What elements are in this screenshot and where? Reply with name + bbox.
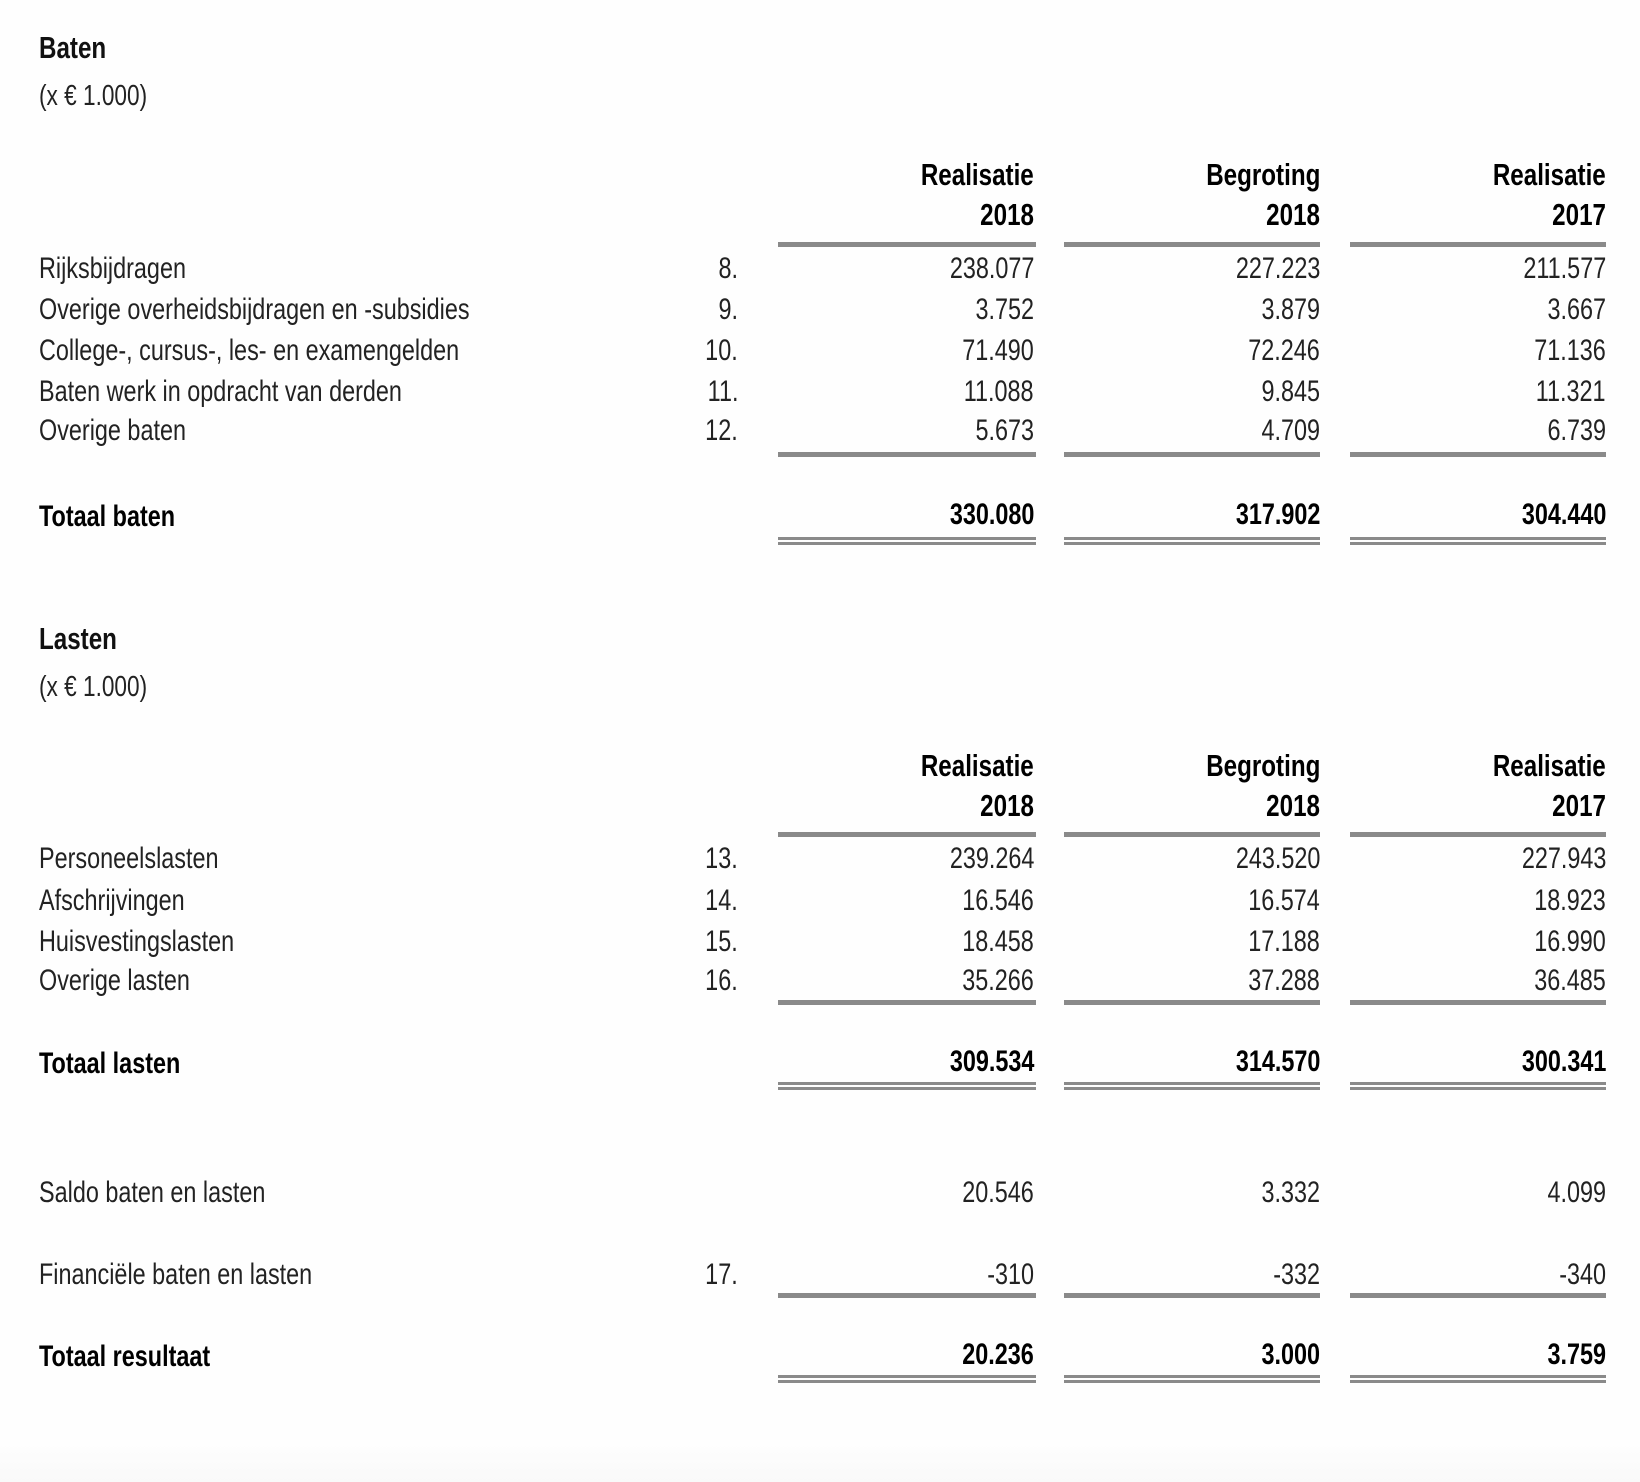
row-note: 14. — [705, 884, 738, 917]
row-value: -332 — [1273, 1258, 1320, 1291]
row-note: 15. — [705, 925, 738, 958]
total-label: Totaal resultaat — [39, 1340, 211, 1373]
subtotal-rule — [1064, 1000, 1320, 1005]
row-value: 9.845 — [1261, 375, 1320, 408]
row-value: 35.266 — [962, 964, 1034, 997]
row-value: 3.667 — [1547, 293, 1606, 326]
row-value: 4.709 — [1261, 414, 1320, 447]
row-value: 16.574 — [1248, 884, 1320, 917]
row-value: 243.520 — [1235, 842, 1320, 875]
double-rule — [778, 1375, 1036, 1383]
row-note: 17. — [705, 1258, 738, 1291]
header-rule — [1064, 242, 1320, 247]
row-label: Rijksbijdragen — [39, 252, 186, 285]
row-value: 11.088 — [964, 375, 1034, 408]
header-rule — [778, 242, 1036, 247]
subtotal-rule — [1350, 1293, 1606, 1298]
total-label: Totaal baten — [39, 500, 176, 533]
double-rule — [778, 1082, 1036, 1090]
total-value: 309.534 — [949, 1045, 1034, 1078]
row-value: 16.990 — [1534, 925, 1606, 958]
row-note: 9. — [718, 293, 738, 326]
row-value: -340 — [1559, 1258, 1606, 1291]
subtotal-rule — [1350, 452, 1606, 457]
total-value: 20.236 — [962, 1338, 1034, 1371]
row-value: 3.332 — [1261, 1176, 1320, 1209]
row-value: 227.943 — [1521, 842, 1606, 875]
row-label: Huisvestingslasten — [39, 925, 235, 958]
subtotal-rule — [778, 1293, 1036, 1298]
row-label: Personeelslasten — [39, 842, 219, 875]
row-value: 227.223 — [1235, 252, 1320, 285]
row-note: 11. — [707, 375, 738, 408]
column-header: Begroting 2018 — [1205, 748, 1320, 823]
row-note: 8. — [718, 252, 738, 285]
baten-unit: (x € 1.000) — [39, 80, 148, 112]
double-rule — [1350, 1082, 1606, 1090]
column-header: Begroting 2018 — [1205, 157, 1320, 232]
row-value: 4.099 — [1547, 1176, 1606, 1209]
double-rule — [1350, 1375, 1606, 1383]
row-value: 6.739 — [1547, 414, 1606, 447]
double-rule — [1064, 1375, 1320, 1383]
total-value: 3.759 — [1547, 1338, 1606, 1371]
total-value: 317.902 — [1235, 498, 1320, 531]
row-value: 3.879 — [1261, 293, 1320, 326]
row-note: 16. — [705, 964, 738, 997]
row-value: 16.546 — [962, 884, 1034, 917]
row-value: 71.490 — [962, 334, 1034, 367]
column-header: Realisatie 2018 — [921, 748, 1034, 823]
total-value: 3.000 — [1261, 1338, 1320, 1371]
column-header: Realisatie 2018 — [921, 157, 1034, 232]
row-value: 11.321 — [1536, 375, 1606, 408]
row-value: 18.458 — [962, 925, 1034, 958]
header-rule — [778, 832, 1036, 837]
total-value: 300.341 — [1521, 1045, 1606, 1078]
row-label: Saldo baten en lasten — [39, 1176, 266, 1209]
header-rule — [1350, 832, 1606, 837]
total-value: 314.570 — [1235, 1045, 1320, 1078]
row-value: 72.246 — [1248, 334, 1320, 367]
row-label: Afschrijvingen — [39, 884, 185, 917]
row-value: 211.577 — [1523, 252, 1606, 285]
header-rule — [1350, 242, 1606, 247]
subtotal-rule — [1064, 1293, 1320, 1298]
page-bottom-shade — [0, 1442, 1640, 1482]
column-header: Realisatie 2017 — [1493, 748, 1606, 823]
lasten-title: Lasten — [39, 621, 117, 656]
row-value: 5.673 — [975, 414, 1034, 447]
double-rule — [778, 537, 1036, 545]
baten-title: Baten — [39, 30, 107, 65]
total-label: Totaal lasten — [39, 1047, 181, 1080]
row-label: Baten werk in opdracht van derden — [39, 375, 402, 408]
total-value: 304.440 — [1521, 498, 1606, 531]
row-note: 12. — [705, 414, 738, 447]
row-value: -310 — [987, 1258, 1034, 1291]
total-value: 330.080 — [949, 498, 1034, 531]
column-header: Realisatie 2017 — [1493, 157, 1606, 232]
row-note: 10. — [705, 334, 738, 367]
row-value: 239.264 — [949, 842, 1034, 875]
subtotal-rule — [1350, 1000, 1606, 1005]
row-value: 238.077 — [949, 252, 1034, 285]
header-rule — [1064, 832, 1320, 837]
double-rule — [1350, 537, 1606, 545]
row-value: 18.923 — [1534, 884, 1606, 917]
row-label: Overige lasten — [39, 964, 190, 997]
row-label: College-, cursus-, les- en examengelden — [39, 334, 460, 367]
row-value: 20.546 — [962, 1176, 1034, 1209]
lasten-unit: (x € 1.000) — [39, 671, 148, 703]
row-value: 37.288 — [1248, 964, 1320, 997]
row-value: 71.136 — [1534, 334, 1606, 367]
subtotal-rule — [1064, 452, 1320, 457]
row-label: Overige baten — [39, 414, 186, 447]
row-note: 13. — [705, 842, 738, 875]
row-value: 17.188 — [1248, 925, 1320, 958]
subtotal-rule — [778, 1000, 1036, 1005]
row-value: 36.485 — [1534, 964, 1606, 997]
row-label: Financiële baten en lasten — [39, 1258, 313, 1291]
double-rule — [1064, 1082, 1320, 1090]
subtotal-rule — [778, 452, 1036, 457]
double-rule — [1064, 537, 1320, 545]
row-value: 3.752 — [975, 293, 1034, 326]
row-label: Overige overheidsbijdragen en -subsidies — [39, 293, 470, 326]
